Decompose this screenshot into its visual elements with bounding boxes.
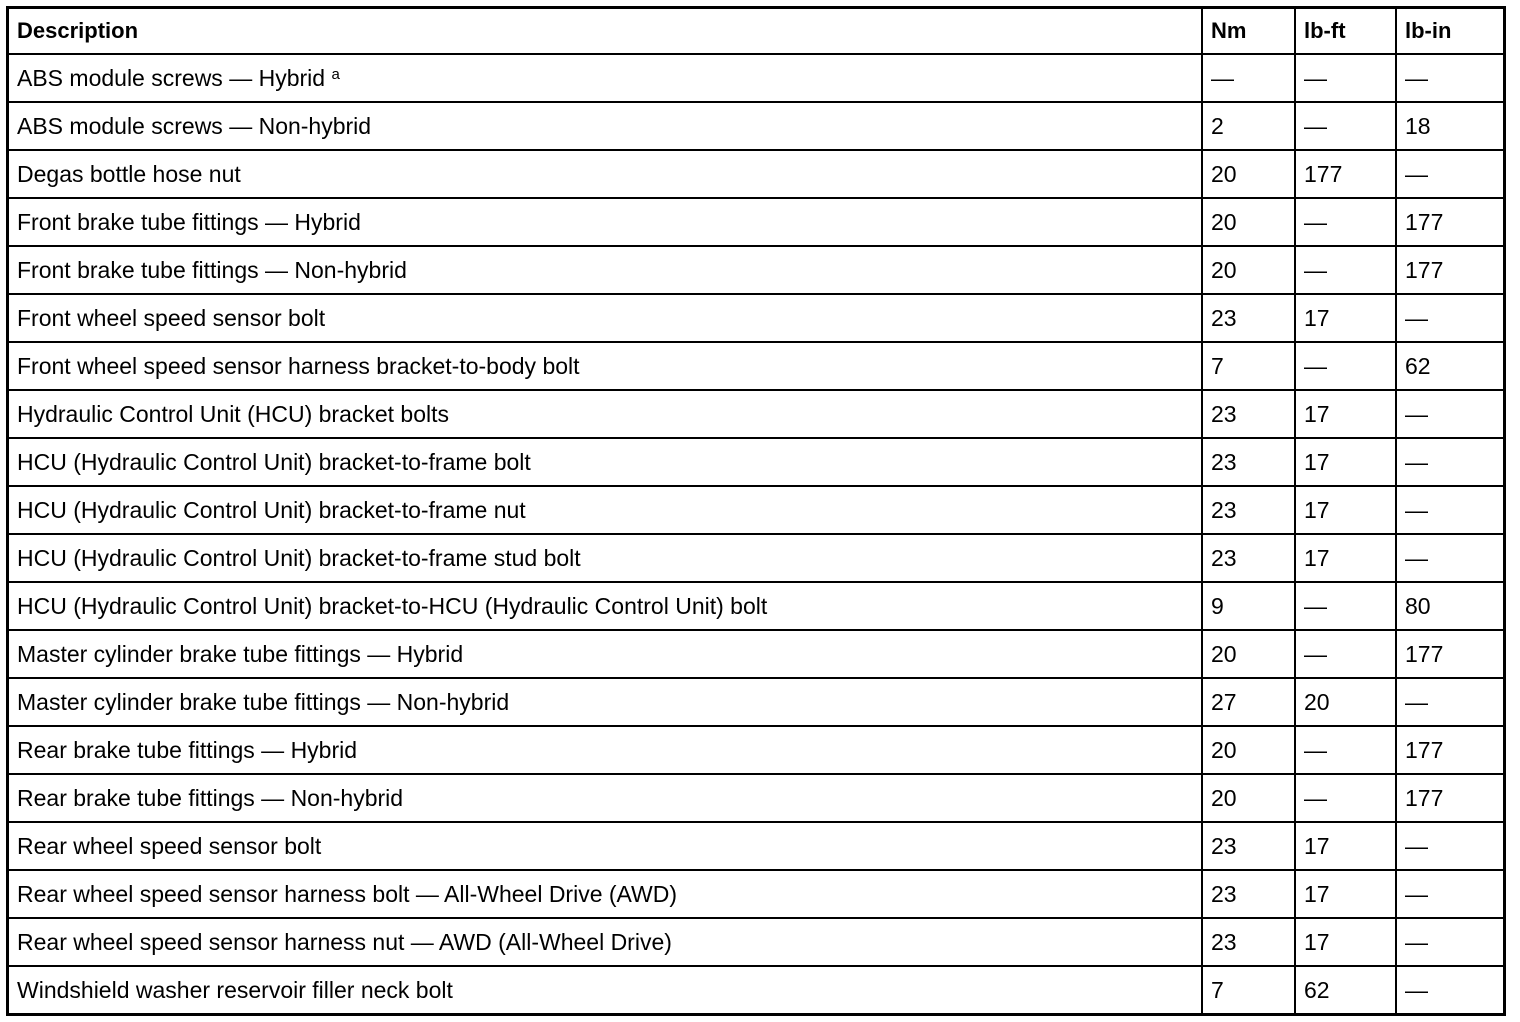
cell-description: HCU (Hydraulic Control Unit) bracket-to-frame stud bolt	[9, 534, 1202, 582]
table-row	[9, 294, 1503, 342]
table-row	[9, 390, 1503, 438]
cell-nm: 27	[1202, 678, 1295, 726]
cell-description: Front brake tube fittings — Non-hybrid	[9, 246, 1202, 294]
cell-lb-ft: —	[1295, 726, 1396, 774]
cell-lb-ft: —	[1295, 630, 1396, 678]
cell-nm: 23	[1202, 534, 1295, 582]
cell-lb-in: —	[1396, 678, 1503, 726]
description-text: ABS module screws — Hybrid	[17, 64, 332, 91]
cell-lb-in: —	[1396, 438, 1503, 486]
cell-description: Master cylinder brake tube fittings — Hybrid	[9, 630, 1202, 678]
cell-description	[9, 54, 1202, 102]
header-nm: Nm	[1202, 9, 1295, 54]
torque-table	[9, 9, 1503, 1013]
cell-description: Rear wheel speed sensor bolt	[9, 822, 1202, 870]
table-row	[9, 966, 1503, 1013]
cell-lb-in: —	[1396, 390, 1503, 438]
cell-lb-in: 177	[1396, 630, 1503, 678]
cell-lb-ft: 20	[1295, 678, 1396, 726]
cell-lb-ft: —	[1295, 54, 1396, 102]
cell-lb-ft: —	[1295, 246, 1396, 294]
cell-description: HCU (Hydraulic Control Unit) bracket-to-frame nut	[9, 486, 1202, 534]
cell-lb-ft: —	[1295, 582, 1396, 630]
cell-description: Front brake tube fittings — Hybrid	[9, 198, 1202, 246]
cell-lb-in: —	[1396, 54, 1503, 102]
cell-nm: 20	[1202, 726, 1295, 774]
table-row	[9, 918, 1503, 966]
table-row	[9, 246, 1503, 294]
cell-lb-ft: 17	[1295, 294, 1396, 342]
table-row	[9, 54, 1503, 102]
table-row	[9, 678, 1503, 726]
cell-lb-ft: —	[1295, 102, 1396, 150]
cell-lb-in: —	[1396, 150, 1503, 198]
table-row	[9, 342, 1503, 390]
cell-lb-ft: —	[1295, 198, 1396, 246]
header-lb-in: lb-in	[1396, 9, 1503, 54]
cell-lb-ft: 17	[1295, 486, 1396, 534]
cell-lb-in: 177	[1396, 726, 1503, 774]
cell-description: HCU (Hydraulic Control Unit) bracket-to-frame bolt	[9, 438, 1202, 486]
cell-nm: 20	[1202, 198, 1295, 246]
cell-description: Front wheel speed sensor harness bracket-to-body bolt	[9, 342, 1202, 390]
cell-lb-in: —	[1396, 966, 1503, 1013]
cell-nm: 23	[1202, 486, 1295, 534]
header-lb-ft: lb-ft	[1295, 9, 1396, 54]
cell-description: Master cylinder brake tube fittings — Non-hybrid	[9, 678, 1202, 726]
table-row	[9, 438, 1503, 486]
cell-lb-ft: 177	[1295, 150, 1396, 198]
table-row	[9, 726, 1503, 774]
cell-description: Degas bottle hose nut	[9, 150, 1202, 198]
table-row	[9, 150, 1503, 198]
cell-lb-ft: —	[1295, 342, 1396, 390]
cell-lb-in: —	[1396, 918, 1503, 966]
cell-lb-ft: 17	[1295, 534, 1396, 582]
cell-lb-in: 80	[1396, 582, 1503, 630]
cell-nm: 23	[1202, 390, 1295, 438]
cell-lb-in: —	[1396, 822, 1503, 870]
cell-lb-in: 18	[1396, 102, 1503, 150]
cell-nm: 23	[1202, 822, 1295, 870]
table-row	[9, 774, 1503, 822]
cell-lb-in: —	[1396, 534, 1503, 582]
table-row	[9, 102, 1503, 150]
cell-lb-ft: 17	[1295, 918, 1396, 966]
cell-nm: 23	[1202, 870, 1295, 918]
cell-lb-ft: 17	[1295, 822, 1396, 870]
cell-nm: 20	[1202, 246, 1295, 294]
cell-description: Rear brake tube fittings — Non-hybrid	[9, 774, 1202, 822]
cell-nm: 20	[1202, 774, 1295, 822]
cell-description: Rear wheel speed sensor harness nut — AWD (All-Wheel Drive)	[9, 918, 1202, 966]
cell-lb-ft: 62	[1295, 966, 1396, 1013]
cell-lb-ft: 17	[1295, 870, 1396, 918]
cell-description: Front wheel speed sensor bolt	[9, 294, 1202, 342]
cell-nm: 9	[1202, 582, 1295, 630]
table-header-row	[9, 9, 1503, 54]
cell-description: Windshield washer reservoir filler neck bolt	[9, 966, 1202, 1013]
cell-nm: 23	[1202, 918, 1295, 966]
table-row	[9, 582, 1503, 630]
table-row	[9, 822, 1503, 870]
cell-lb-in: 177	[1396, 246, 1503, 294]
cell-description: ABS module screws — Non-hybrid	[9, 102, 1202, 150]
cell-lb-in: 62	[1396, 342, 1503, 390]
table-row	[9, 198, 1503, 246]
footnote-marker: a	[331, 65, 340, 83]
cell-lb-in: —	[1396, 294, 1503, 342]
cell-nm: 23	[1202, 294, 1295, 342]
table-row	[9, 630, 1503, 678]
cell-lb-in: 177	[1396, 774, 1503, 822]
cell-nm: 23	[1202, 438, 1295, 486]
cell-description: Rear brake tube fittings — Hybrid	[9, 726, 1202, 774]
cell-nm: 7	[1202, 342, 1295, 390]
torque-specifications-table	[6, 6, 1506, 1016]
cell-description: Rear wheel speed sensor harness bolt — All-Wheel Drive (AWD)	[9, 870, 1202, 918]
table-row	[9, 534, 1503, 582]
cell-description: HCU (Hydraulic Control Unit) bracket-to-HCU (Hydraulic Control Unit) bolt	[9, 582, 1202, 630]
cell-lb-ft: 17	[1295, 390, 1396, 438]
table-row	[9, 486, 1503, 534]
header-description: Description	[9, 9, 1202, 54]
cell-nm: 2	[1202, 102, 1295, 150]
cell-nm: —	[1202, 54, 1295, 102]
cell-description: Hydraulic Control Unit (HCU) bracket bolts	[9, 390, 1202, 438]
cell-lb-ft: 17	[1295, 438, 1396, 486]
cell-lb-in: 177	[1396, 198, 1503, 246]
cell-lb-ft: —	[1295, 774, 1396, 822]
cell-nm: 7	[1202, 966, 1295, 1013]
cell-lb-in: —	[1396, 486, 1503, 534]
cell-nm: 20	[1202, 150, 1295, 198]
table-row	[9, 870, 1503, 918]
cell-nm: 20	[1202, 630, 1295, 678]
cell-lb-in: —	[1396, 870, 1503, 918]
